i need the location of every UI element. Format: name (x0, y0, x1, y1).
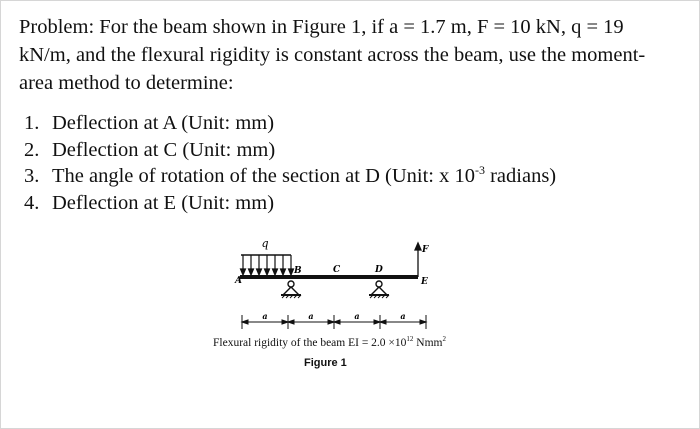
question-item-2 (24, 137, 556, 164)
dim-label-a: a (354, 311, 360, 321)
question-item-3 (24, 163, 556, 190)
caption-text: Flexural rigidity of the beam EI = 2.0 ×10 (213, 337, 407, 349)
question-list (24, 110, 556, 216)
label-a-point: A (235, 276, 242, 286)
caption-unit-exponent: 2 (442, 335, 446, 343)
problem-statement: Problem: For the beam shown in Figure 1, if a = 1.7 m, F = 10 kN, q = 19 kN/m, and the flexural rigidity is constant across the beam, use the moment-area method to determine: (19, 16, 646, 94)
figure-caption (213, 337, 493, 349)
dim-label-a: a (308, 311, 314, 321)
dim-label-a: a (262, 311, 268, 321)
caption-unit: Nmm (413, 337, 443, 349)
force-f-arrow (415, 243, 421, 277)
dim-label-a: a (400, 311, 406, 321)
distributed-load (241, 255, 294, 275)
exponent: -3 (474, 163, 485, 177)
question-number: 1. (24, 112, 40, 134)
question-number: 3. (24, 165, 40, 187)
label-c: C (333, 265, 341, 275)
question-item-1 (24, 110, 556, 137)
label-b: B (294, 266, 302, 276)
figure-label: Figure 1 (304, 357, 347, 369)
question-number: 4. (24, 191, 40, 214)
caption-exponent: 12 (406, 335, 414, 343)
label-e: E (421, 277, 428, 287)
question-text-end: radians) (484, 165, 557, 187)
label-f: F (422, 245, 429, 255)
support-b (281, 281, 301, 298)
dimension-line (242, 315, 426, 329)
question-item-4 (24, 190, 556, 217)
question-text: Deflection at E (Unit: mm) (52, 191, 275, 214)
label-d: D (375, 265, 383, 275)
question-text: Deflection at A (Unit: mm) (52, 112, 275, 134)
question-text: The angle of rotation of the section at D (Unit: x 10 (52, 165, 475, 187)
support-d (369, 281, 389, 298)
label-q: q (261, 237, 269, 250)
beam (240, 275, 418, 279)
question-number: 2. (24, 138, 40, 161)
question-text: Deflection at C (Unit: mm) (52, 138, 276, 161)
beam-figure (225, 235, 445, 335)
